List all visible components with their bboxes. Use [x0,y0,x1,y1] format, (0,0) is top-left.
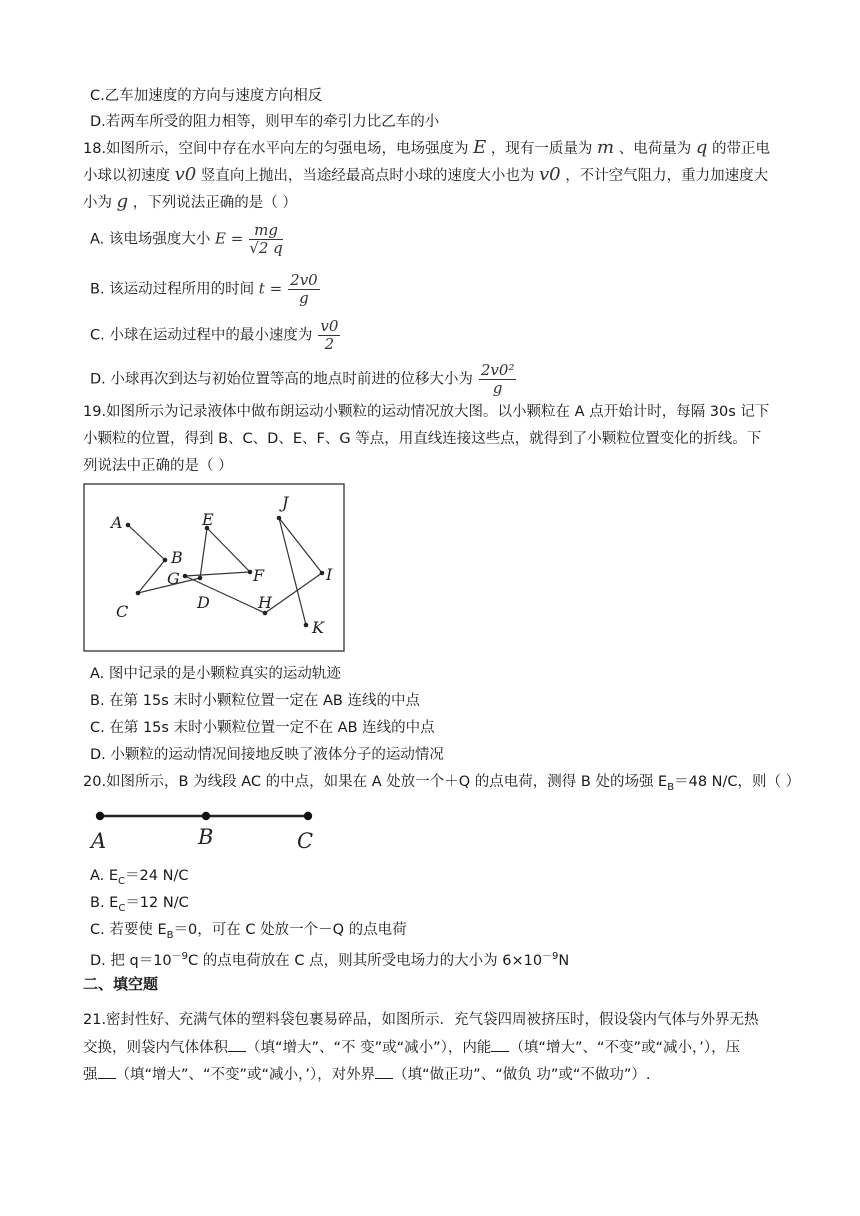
blank-pressure[interactable] [98,1064,116,1079]
label-d: D [197,593,210,612]
blank-internal-energy[interactable] [491,1037,509,1052]
formula-c: $\frac{v0}{2}$ [320,317,339,353]
blank-volume[interactable] [228,1037,246,1052]
q17-option-c: C.乙车加速度的方向与速度方向相反 [90,88,323,104]
q21-line2: 交换，则袋内气体体积 （填“增大”、“不 变”或“减小”），内能 （填“增大”、“不变”或“减小，’），压 [83,1037,740,1058]
q19-option-b: B. 在第 15s 末时小颗粒位置一定在 AB 连线的中点 [90,693,420,709]
point-c [304,812,312,820]
q18-option-a: A. 该电场强度大小 E = $\frac{mg}{√2 q}$ [90,221,283,257]
q18-option-d: D. 小球再次到达与初始位置等高的地点时前进的位移大小为 $\frac{\text{2v0²}}{g}$ [90,361,515,397]
point-i [320,571,325,576]
brownian-motion-figure [83,483,345,653]
blank-work[interactable] [375,1064,393,1079]
label-k: K [312,618,324,637]
formula-a: $\frac{mg}{√2 q}$ [249,221,283,257]
q19-stem-line2: 小颗粒的位置，得到 B、C、D、E、F、G 等点，用直线连接这些点，就得到了小颗粒位置变化的折线。下 [83,431,762,447]
point-b [163,558,168,563]
q19-option-d: D. 小颗粒的运动情况间接地反映了液体分子的运动情况 [90,747,444,763]
q21-line1: 21.密封性好、充满气体的塑料袋包裹易碎品，如图所示．充气袋四周被挤压时，假设袋内气体与外界无热 [83,1012,759,1028]
q20-option-a: A. $E_C=24$ N/C [90,868,189,887]
label-b: B [198,825,214,849]
symbol-g: g [116,191,129,212]
label-a: A [111,513,123,532]
label-b: B [171,548,183,567]
q19-stem-line3: 列说法中正确的是（ ） [83,458,233,474]
label-c: C [116,602,129,621]
point-d [198,576,203,581]
symbol-E: E [473,137,487,158]
point-g [183,574,188,579]
label-a: A [91,829,107,853]
point-k [304,623,309,628]
label-c: C [297,829,314,853]
label-e: E [202,510,214,529]
line-segment-figure [88,806,328,856]
q18-stem-line1: 18.如图所示，空间中存在水平向左的匀强电场，电场强度为 E ，现有一质量为 m 、电荷量为 q 的带正电 [83,137,770,158]
point-j [277,516,282,521]
q20-option-c: C. 若要使 $E_B=0$，可在 C 处放一个－Q 的点电荷 [90,922,407,941]
q17-option-d: D.若两车所受的阻力相等，则甲车的牵引力比乙车的小 [90,114,440,130]
section-heading: 二、填空题 [83,975,159,993]
point-f [248,570,253,575]
q19-option-c: C. 在第 15s 末时小颗粒位置一定不在 AB 连线的中点 [90,720,435,736]
q18-stem-line3: 小为 g ，下列说法正确的是（ ） [83,191,297,212]
symbol-v0: v0 [174,164,197,185]
point-a [126,523,131,528]
q18-stem-line2: 小球以初速度 v0 竖直向上抛出，当途经最高点时小球的速度大小也为 v0 ，不计空气阻力，重力加速度大 [83,164,769,185]
point-a [96,812,104,820]
formula-d: $\frac{\text{2v0²}}{g}$ [480,361,515,397]
q19-stem-line1: 19.如图所示为记录液体中做布朗运动小颗粒的运动情况放大图。以小颗粒在 A 点开始计时，每隔 30s 记下 [83,404,770,420]
q21-line3: 强 （填“增大”、“不变”或“减小，’），对外界 （填“做正功”、“做负 功”或“不做功”）. [83,1064,650,1085]
label-j: J [282,493,289,512]
label-h: H [258,593,272,612]
point-c [136,591,141,596]
formula-b: $\frac{2v0}{g}$ [290,271,318,307]
symbol-m: m [597,137,615,158]
point-b [202,812,210,820]
label-f: F [253,566,265,585]
label-g: G [167,569,180,588]
label-i: I [326,565,333,584]
q20-option-b: B. $E_C=12$ N/C [90,895,189,914]
symbol-q: q [695,137,708,158]
symbol-v0-2: v0 [538,164,561,185]
q20-stem: 20.如图所示，B 为线段 AC 的中点，如果在 A 处放一个＋Q 的点电荷，测得 B 处的场强 $E_B=48$ N/C，则（ ） [83,774,801,793]
q18-option-c: C. 小球在运动过程中的最小速度为 $\frac{v0}{2}$ [90,317,339,353]
q19-option-a: A. 图中记录的是小颗粒真实的运动轨迹 [90,666,341,682]
q20-option-d: D. 把 $q=10^{-9}C$ 的点电荷放在 C 点，则其所受电场力的大小为 $6\times 10^{-9}N$ [90,951,570,969]
q18-option-b: B. 该运动过程所用的时间 t = $\frac{2v0}{g}$ [90,271,318,307]
